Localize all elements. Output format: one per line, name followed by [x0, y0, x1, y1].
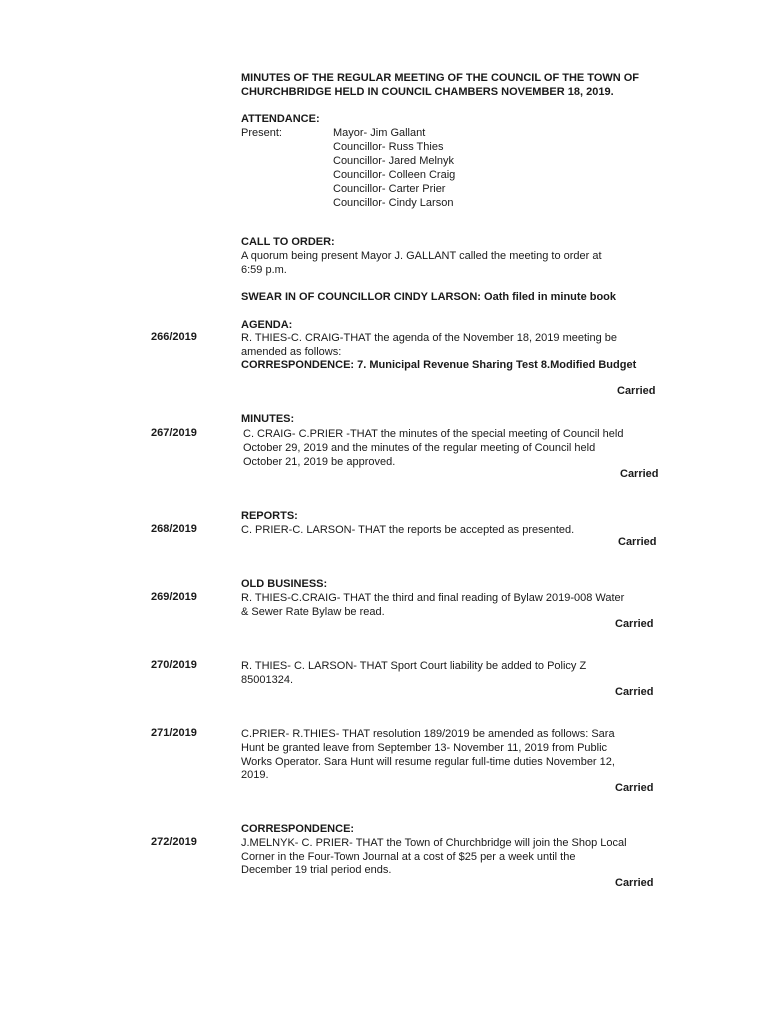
- motion-result: Carried: [617, 385, 656, 397]
- attendee: Councillor- Jared Melnyk: [333, 155, 455, 167]
- motion-result: Carried: [618, 536, 657, 548]
- motion-number: 272/2019: [151, 836, 197, 848]
- present-label: Present:: [241, 127, 282, 139]
- attendee: Councillor- Cindy Larson: [333, 197, 454, 209]
- motion-number: 269/2019: [151, 591, 197, 603]
- motion-number: 266/2019: [151, 331, 197, 343]
- document-title-line-2: CHURCHBRIDGE HELD IN COUNCIL CHAMBERS NOVEMBER 18, 2019.: [241, 86, 614, 98]
- section-heading-reports: REPORTS:: [241, 510, 298, 522]
- section-heading-old-business: OLD BUSINESS:: [241, 578, 328, 590]
- motion-result: Carried: [615, 686, 654, 698]
- motion-text: J.MELNYK- C. PRIER- THAT the Town of Churchbridge will join the Shop Local: [241, 837, 627, 849]
- motion-text: C.PRIER- R.THIES- THAT resolution 189/2019 be amended as follows: Sara: [241, 728, 615, 740]
- motion-number: 267/2019: [151, 427, 197, 439]
- motion-text: 85001324.: [241, 674, 293, 686]
- call-to-order-text: A quorum being present Mayor J. GALLANT called the meeting to order at: [241, 250, 602, 262]
- attendee: Councillor- Colleen Craig: [333, 169, 456, 181]
- attendee-list: [333, 126, 455, 210]
- document-title-line-1: MINUTES OF THE REGULAR MEETING OF THE COUNCIL OF THE TOWN OF: [241, 72, 640, 84]
- attendance-heading: ATTENDANCE:: [241, 113, 320, 125]
- motion-result: Carried: [615, 877, 654, 889]
- attendee: Councillor- Carter Prier: [333, 183, 446, 195]
- motion-text: Hunt be granted leave from September 13- November 11, 2019 from Public: [241, 742, 608, 754]
- section-heading-correspondence: CORRESPONDENCE:: [241, 823, 355, 835]
- motion-text: December 19 trial period ends.: [241, 864, 392, 876]
- motion-text: October 29, 2019 and the minutes of the regular meeting of Council held: [243, 442, 596, 454]
- motion-text: amended as follows:: [241, 346, 342, 358]
- motion-text: & Sewer Rate Bylaw be read.: [241, 606, 385, 618]
- attendee: Mayor- Jim Gallant: [333, 127, 426, 139]
- motion-text: Corner in the Four-Town Journal at a cost of $25 per a week until the: [241, 851, 576, 863]
- motion-number: 268/2019: [151, 523, 197, 535]
- section-heading-minutes: MINUTES:: [241, 413, 295, 425]
- motion-amendment: CORRESPONDENCE: 7. Municipal Revenue Sharing Test 8.Modified Budget: [241, 359, 637, 371]
- motion-text: R. THIES-C.CRAIG- THAT the third and final reading of Bylaw 2019-008 Water: [241, 592, 625, 604]
- motion-text: C. CRAIG- C.PRIER -THAT the minutes of the special meeting of Council held: [243, 428, 624, 440]
- motion-text: 2019.: [241, 769, 269, 781]
- motion-result: Carried: [615, 618, 654, 630]
- motion-result: Carried: [620, 468, 659, 480]
- attendee: Councillor- Russ Thies: [333, 141, 444, 153]
- motion-text: October 21, 2019 be approved.: [243, 456, 396, 468]
- motion-text: C. PRIER-C. LARSON- THAT the reports be accepted as presented.: [241, 524, 575, 536]
- motion-text: R. THIES- C. LARSON- THAT Sport Court liability be added to Policy Z: [241, 660, 587, 672]
- swear-in-statement: SWEAR IN OF COUNCILLOR CINDY LARSON: Oath filed in minute book: [241, 291, 617, 303]
- motion-text: Works Operator. Sara Hunt will resume regular full-time duties November 12,: [241, 756, 615, 768]
- section-heading-agenda: AGENDA:: [241, 319, 293, 331]
- motion-number: 270/2019: [151, 659, 197, 671]
- motion-text: R. THIES-C. CRAIG-THAT the agenda of the November 18, 2019 meeting be: [241, 332, 618, 344]
- call-to-order-heading: CALL TO ORDER:: [241, 236, 335, 248]
- call-to-order-text: 6:59 p.m.: [241, 264, 287, 276]
- motion-result: Carried: [615, 782, 654, 794]
- motion-number: 271/2019: [151, 727, 197, 739]
